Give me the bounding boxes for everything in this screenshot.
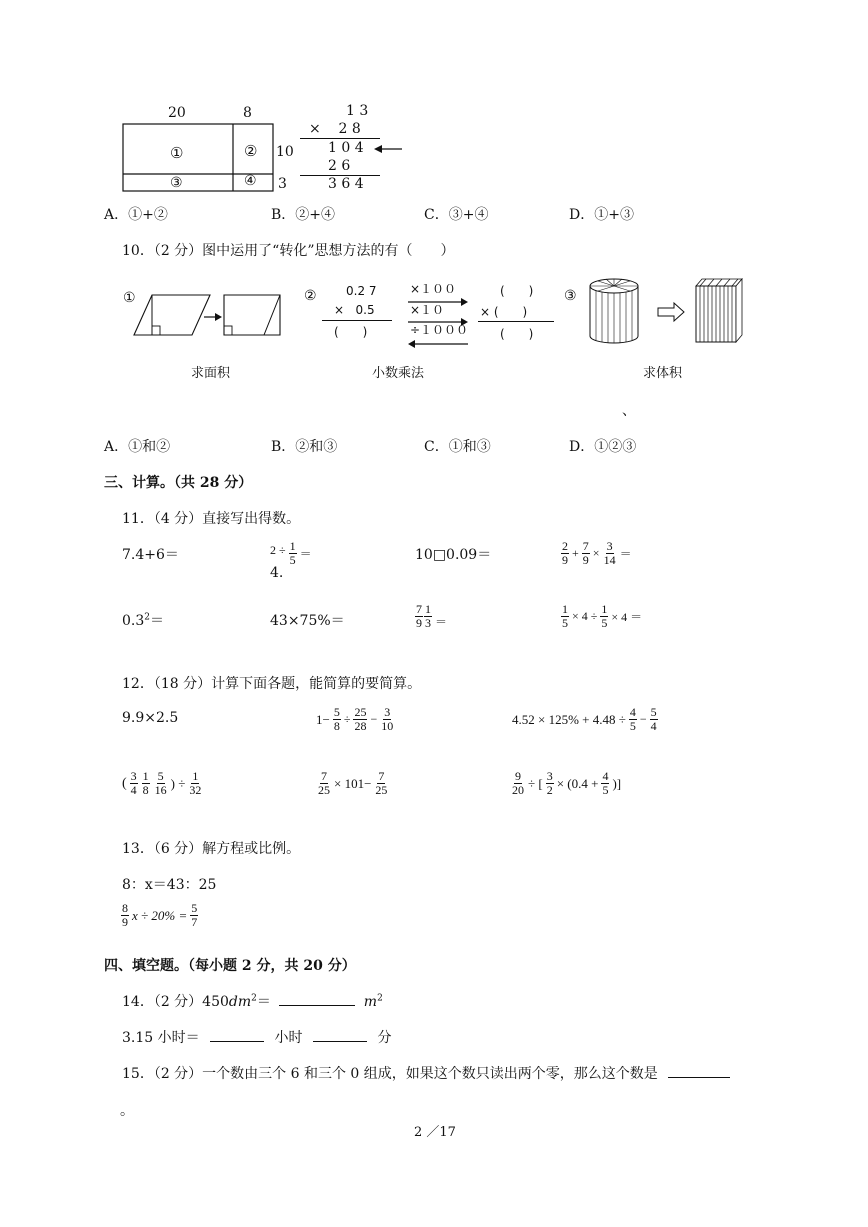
q10-option-d[interactable]: D．①②③ bbox=[569, 439, 637, 455]
section-3-heading: 三、计算。（共 28 分） bbox=[104, 475, 253, 491]
q10-fig3-num: ③ bbox=[564, 288, 577, 304]
page-number: 2 ／17 bbox=[414, 1125, 456, 1140]
q14-answer-blank-1[interactable] bbox=[279, 1005, 355, 1006]
q12-expr-5: $\frac{7}{25}$ × 101− $\frac{7}{25}$ bbox=[318, 769, 388, 797]
q10-caption-volume: 求体积 bbox=[643, 366, 683, 381]
q11-expr-2-prefix: 4. bbox=[270, 565, 284, 581]
q9-option-d[interactable]: D．①+③ bbox=[569, 207, 634, 223]
q9-option-b[interactable]: B．②+④ bbox=[271, 207, 336, 223]
q10-fig2-r1: ( ) bbox=[500, 284, 534, 298]
q10-fig2-b: × 0.5 bbox=[334, 303, 375, 317]
q10-fig2-c: ( ) bbox=[334, 325, 368, 339]
q12-expr-4: ( $\frac{3}{4}$ $\frac{1}{8}$ $\frac{5}{16}$ ) ÷ $\frac{1}{32}$ bbox=[122, 769, 202, 797]
q9-region-4: ④ bbox=[244, 173, 257, 189]
q10-arrow2-label: ×１０ bbox=[410, 303, 445, 317]
q9-mult-line3: 1 0 4 bbox=[328, 140, 364, 156]
q13-expr-2: $\frac{8}{9}$ x ÷ 20% = $\frac{5}{7}$ bbox=[122, 901, 198, 929]
q11-expr-2: 2 ÷ $\frac{1}{5}$ ＝ bbox=[270, 539, 312, 567]
q10-stem: 10．（2 分）图中运用了“转化”思想方法的有（ ） bbox=[122, 243, 455, 259]
q13-stem: 13．（6 分）解方程或比例。 bbox=[122, 841, 301, 857]
q10-fig2-r3: ( ) bbox=[500, 327, 534, 341]
q9-region-2: ② bbox=[244, 142, 258, 160]
q14-line-1: 14．（2 分）$450dm^2= m^2$ bbox=[122, 993, 383, 1010]
section-4-heading: 四、填空题。（每小题 2 分，共 20 分） bbox=[104, 958, 356, 974]
q9-figure bbox=[115, 100, 415, 200]
q14-answer-blank-hours[interactable] bbox=[210, 1041, 264, 1042]
q12-expr-1: 9.9×2.5 bbox=[122, 710, 179, 726]
q12-expr-6: $\frac{9}{20}$ ÷ [ $\frac{3}{2}$ × (0.4 + $\frac{4}{5}$ )] bbox=[512, 769, 622, 797]
q10-caption-area: 求面积 bbox=[191, 366, 231, 381]
q9-region-3: ③ bbox=[170, 175, 183, 191]
q11-expr-3: 10□0.09＝ bbox=[415, 547, 492, 563]
q10-fig1-parallelogram bbox=[130, 290, 290, 346]
q10-fig2-num: ② bbox=[304, 288, 317, 304]
q15-tail: 。 bbox=[120, 1103, 134, 1119]
q10-option-b[interactable]: B．②和③ bbox=[271, 439, 338, 455]
q9-mult-line4: 2 6 bbox=[328, 158, 351, 174]
q13-expr-1: 8：x＝43：25 bbox=[122, 877, 217, 893]
q9-mult-line1: 1 3 bbox=[346, 103, 369, 119]
q11-expr-5: $0.3^2=$ bbox=[122, 612, 164, 629]
q10-arrow1-label: ×１００ bbox=[410, 282, 457, 296]
q15-answer-blank[interactable] bbox=[668, 1077, 730, 1078]
q11-expr-7: $\frac{7}{9}$ $\frac{1}{3}$ ＝ bbox=[416, 602, 448, 630]
q14-answer-blank-minutes[interactable] bbox=[313, 1041, 367, 1042]
q9-label-8: 8 bbox=[243, 105, 252, 121]
q10-option-c[interactable]: C．①和③ bbox=[424, 439, 491, 455]
q11-expr-8: $\frac{1}{5}$ × 4 ÷ $\frac{1}{5}$ × 4 ＝ bbox=[562, 602, 643, 630]
q9-option-c[interactable]: C．③+④ bbox=[424, 207, 489, 223]
q11-stem: 11．（4 分）直接写出得数。 bbox=[122, 511, 301, 527]
q9-label-10: 10 bbox=[276, 144, 294, 160]
q9-region-1: ① bbox=[170, 144, 184, 162]
q10-arrow3 bbox=[408, 336, 470, 352]
q9-mult-line2: × 2 8 bbox=[309, 121, 361, 137]
q9-mult-arrow bbox=[372, 142, 404, 160]
q11-expr-6: 43×75%＝ bbox=[270, 613, 345, 629]
q9-option-a[interactable]: A．①+② bbox=[104, 207, 168, 223]
q12-stem: 12．（18 分）计算下面各题，能简算的要简算。 bbox=[122, 676, 422, 692]
q12-expr-2: 1− $\frac{5}{8}$ ÷ $\frac{25}{28}$ − $\frac{3}{10}$ bbox=[316, 705, 394, 733]
q12-expr-3: 4.52 × 125% + 4.48 ÷ $\frac{4}{5}$ − $\frac{5}{4}$ bbox=[512, 705, 657, 733]
q10-fig2-rule-right bbox=[478, 321, 554, 322]
q10-arrow3-label: ÷１０００ bbox=[410, 323, 469, 337]
q9-label-3: 3 bbox=[278, 176, 287, 192]
q11-expr-4: $\frac{2}{9}$ + $\frac{7}{9}$ × $\frac{3}{14}$ ＝ bbox=[562, 539, 632, 567]
q11-expr-1: 7.4+6＝ bbox=[122, 547, 179, 563]
area-model-diagram bbox=[115, 100, 415, 200]
q15-line: 15．（2 分）一个数由三个 6 和三个 0 组成，如果这个数只读出两个零，那么这个数是 bbox=[122, 1063, 730, 1083]
q10-fig3-cylinder bbox=[588, 276, 748, 352]
q10-fig2-a: 0.2 7 bbox=[346, 284, 377, 298]
q10-stray-mark: 、 bbox=[622, 403, 636, 419]
q9-label-20: 20 bbox=[168, 105, 186, 121]
q9-mult-line5: 3 6 4 bbox=[328, 176, 364, 192]
q10-fig2-r2: × ( ) bbox=[480, 305, 528, 319]
q10-fig2-rule-left bbox=[322, 320, 392, 321]
q10-option-a[interactable]: A．①和② bbox=[104, 439, 171, 455]
q9-mult-rule1 bbox=[300, 138, 380, 139]
q10-fig1-num: ① bbox=[123, 290, 136, 306]
q10-caption-decimal-mult: 小数乘法 bbox=[372, 366, 425, 381]
q14-line-2: 3.15 小时＝ 小时 分 bbox=[122, 1030, 392, 1046]
